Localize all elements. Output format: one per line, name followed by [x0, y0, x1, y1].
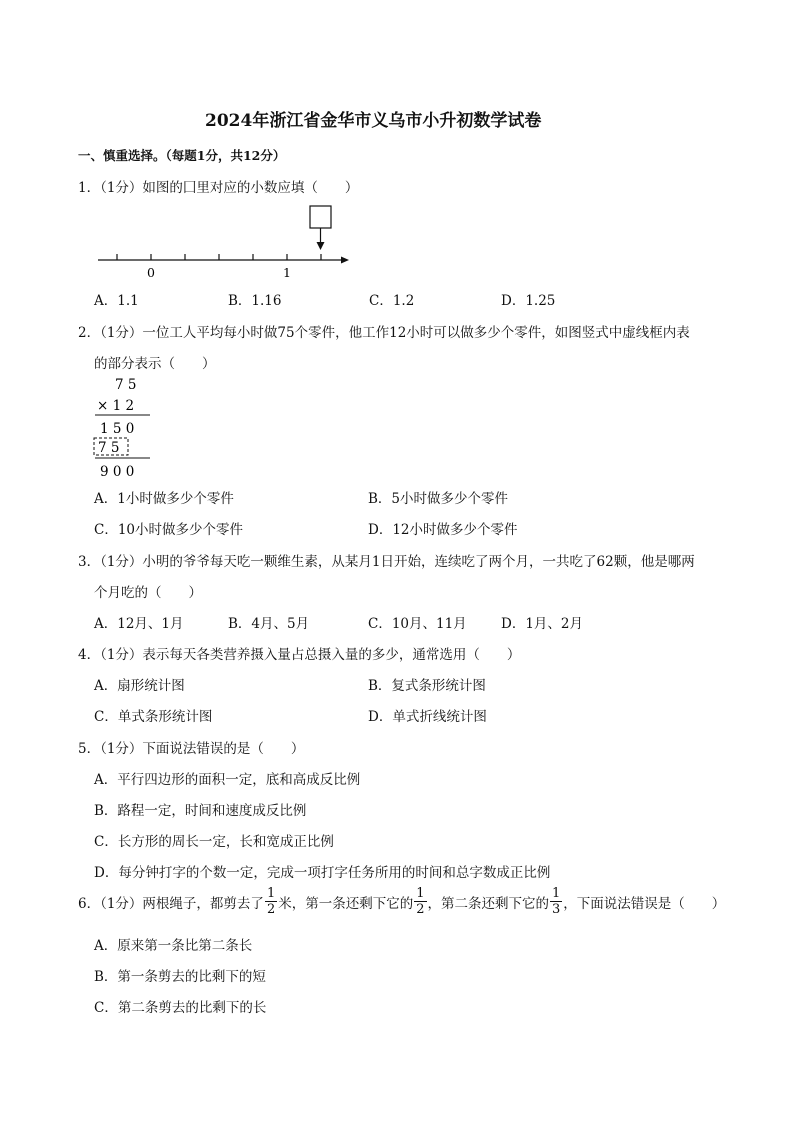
q4-option-a[interactable]: A．扇形统计图	[94, 678, 185, 694]
q2-option-a[interactable]: A．1小时做多少个零件	[94, 491, 234, 507]
q4-option-d[interactable]: D．单式折线统计图	[368, 709, 487, 725]
number-line-figure	[90, 200, 360, 280]
q4-option-c[interactable]: C．单式条形统计图	[94, 709, 213, 725]
page-title: 2024年浙江省金华市义乌市小升初数学试卷	[205, 111, 542, 131]
question-6-stem	[78, 887, 725, 916]
question-2-stem-line1: 2．（1分）一位工人平均每小时做75个零件，他工作12小时可以做多少个零件，如图竖式中虚线框内表	[78, 325, 690, 341]
question-4-stem: 4．（1分）表示每天各类营养摄入量占总摄入量的多少，通常选用（ ）	[78, 647, 521, 663]
q4-option-b[interactable]: B．复式条形统计图	[368, 678, 486, 694]
q3-option-b[interactable]: B．4月、5月	[228, 616, 310, 632]
calc-result: 9 0 0	[100, 464, 135, 480]
q2-option-d[interactable]: D．12小时做多少个零件	[368, 522, 518, 538]
question-1-stem: 1．（1分）如图的囗里对应的小数应填（ ）	[78, 180, 359, 196]
tick-label-1: 1	[283, 265, 291, 280]
question-2-stem-line2: 的部分表示（ ）	[94, 356, 216, 372]
q5-option-b[interactable]: B．路程一定，时间和速度成反比例	[94, 803, 307, 819]
tick-label-0: 0	[147, 265, 155, 280]
axis-arrowhead	[341, 257, 349, 264]
question-3-stem-line1: 3．（1分）小明的爷爷每天吃一颗维生素，从某月1日开始，连续吃了两个月，一共吃了62颗，他是哪两	[78, 554, 695, 570]
fraction-3: $\frac{1}{3}$	[552, 886, 561, 917]
fraction-2: $\frac{1}{2}$	[416, 886, 425, 917]
q6-option-b[interactable]: B．第一条剪去的比剩下的短	[94, 969, 266, 985]
q3-option-a[interactable]: A．12月、1月	[94, 616, 184, 632]
section-heading: 一、慎重选择。（每题1分，共12分）	[78, 148, 286, 163]
calc-partial-2: 7 5	[98, 440, 120, 456]
q6-stem-part-a: 6．（1分）两根绳子，都剪去了	[78, 895, 264, 912]
q6-stem-part-c: ，第二条还剩下它的	[427, 895, 549, 912]
vertical-multiplication	[90, 372, 160, 482]
q5-option-a[interactable]: A．平行四边形的面积一定，底和高成反比例	[94, 772, 361, 788]
q5-option-c[interactable]: C．长方形的周长一定，长和宽成正比例	[94, 834, 334, 850]
q5-option-d[interactable]: D．每分钟打字的个数一定，完成一项打字任务所用的时间和总字数成正比例	[94, 865, 551, 881]
q6-option-a[interactable]: A．原来第一条比第二条长	[94, 938, 253, 954]
q1-option-b[interactable]: B．1.16	[228, 293, 282, 309]
q3-option-d[interactable]: D．1月、2月	[501, 616, 584, 632]
q2-option-c[interactable]: C．10小时做多少个零件	[94, 522, 244, 538]
pointer-arrowhead	[317, 242, 325, 250]
calc-multiplicand: 7 5	[115, 377, 137, 393]
q6-stem-part-b: 米，第一条还剩下它的	[278, 895, 414, 912]
answer-box	[310, 206, 331, 228]
calc-partial-1: 1 5 0	[100, 421, 135, 437]
q1-option-c[interactable]: C．1.2	[369, 293, 415, 309]
q1-option-a[interactable]: A．1.1	[94, 293, 139, 309]
ticks	[117, 254, 321, 260]
q2-option-b[interactable]: B．5小时做多少个零件	[368, 491, 509, 507]
q6-stem-part-d: ，下面说法错误是（ ）	[563, 895, 726, 912]
calc-multiplier: × 1 2	[97, 398, 135, 414]
q6-option-c[interactable]: C．第二条剪去的比剩下的长	[94, 1000, 267, 1016]
q3-option-c[interactable]: C．10月、11月	[368, 616, 467, 632]
q1-option-d[interactable]: D．1.25	[501, 293, 556, 309]
question-5-stem: 5．（1分）下面说法错误的是（ ）	[78, 741, 305, 757]
question-3-stem-line2: 个月吃的（ ）	[94, 585, 202, 601]
fraction-1: $\frac{1}{2}$	[266, 886, 276, 917]
